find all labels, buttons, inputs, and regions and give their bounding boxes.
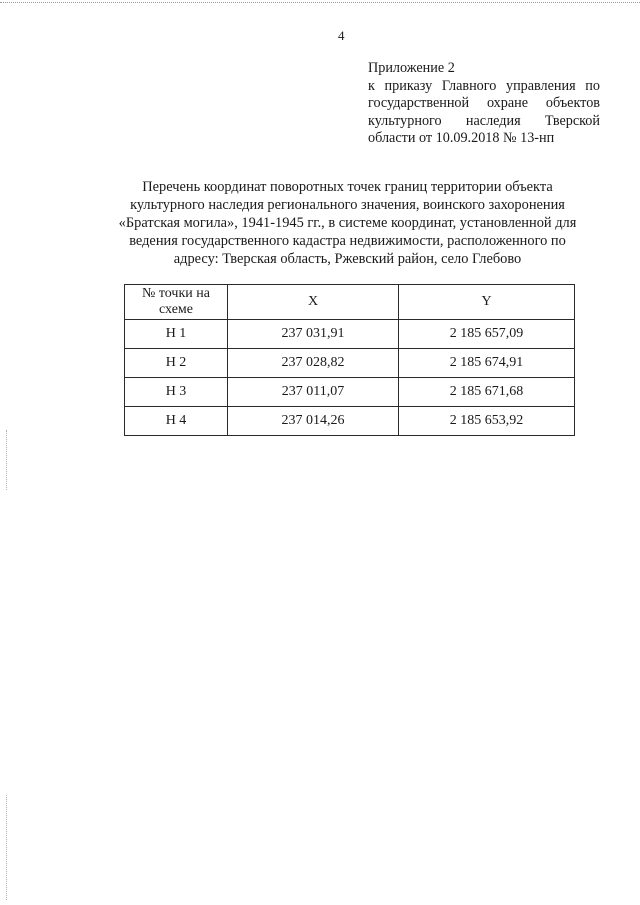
header-point-line2: схеме [159,302,193,317]
cell-y: 2 185 671,68 [399,378,575,407]
cell-point: Н 4 [125,407,228,436]
scan-edge-left-upper [6,430,7,490]
cell-y: 2 185 653,92 [399,407,575,436]
document-heading [90,178,605,268]
header-point-number [125,285,228,320]
appendix-line: Приложение 2 [368,60,455,76]
header-x: X [228,285,399,320]
heading-line: Перечень координат поворотных точек границ территории объекта [142,179,553,195]
scan-edge-top [0,2,640,3]
heading-line: ведения государственного кадастра недвижимости, расположенного по [129,233,566,249]
cell-point: Н 1 [125,320,228,349]
appendix-line: культурного наследия Тверской [368,112,600,129]
cell-point: Н 2 [125,349,228,378]
table-row [125,378,575,407]
cell-x: 237 031,91 [228,320,399,349]
cell-point: Н 3 [125,378,228,407]
heading-line: культурного наследия регионального значения, воинского захоронения [130,197,565,213]
scan-edge-left-lower [6,795,7,900]
appendix-line: области от 10.09.2018 № 13-нп [368,130,555,146]
table-row [125,407,575,436]
table-row [125,320,575,349]
heading-line: адресу: Тверская область, Ржевский район, село Глебово [173,251,522,267]
cell-y: 2 185 657,09 [399,320,575,349]
heading-line: «Братская могила», 1941-1945 гг., в системе координат, установленной для [118,215,577,231]
table-row [125,349,575,378]
header-point-line1: № точки на [142,286,210,301]
header-y: Y [399,285,575,320]
cell-y: 2 185 674,91 [399,349,575,378]
cell-x: 237 011,07 [228,378,399,407]
page-number: 4 [338,28,345,43]
cell-x: 237 028,82 [228,349,399,378]
coordinates-table [124,284,575,436]
appendix-line: государственной охране объектов [368,95,600,111]
appendix-note [368,60,600,148]
appendix-line: к приказу Главного управления по [368,77,600,94]
table-header-row [125,285,575,320]
cell-x: 237 014,26 [228,407,399,436]
